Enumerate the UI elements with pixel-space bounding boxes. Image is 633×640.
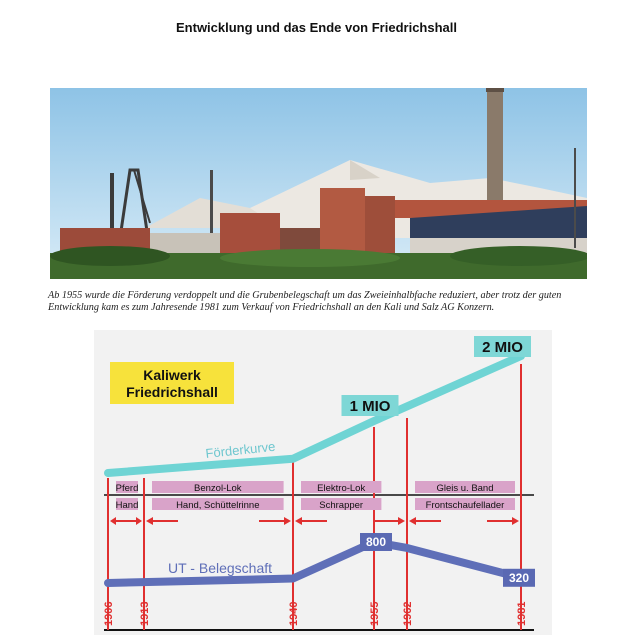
year-tick-label: 1962 [402,601,414,626]
year-tick-label: 1955 [369,601,381,626]
phase-label-lower: Hand, Schüttelrinne [176,500,260,511]
phase-label-lower: Schrapper [319,500,364,511]
phase-label-upper: Benzol-Lok [194,483,242,494]
phase-label-upper: Pferd [115,483,139,494]
photo-caption: Ab 1955 wurde die Förderung verdoppelt und die Grubenbelegschaft um das Zweieinhalbfache reduziert, aber trotz der guten Entwicklung kam es zum Jahresende 1981 zum Verkauf von Friedrichshall an den Kali und Salz AG Konzern. [48,290,562,313]
foerderkurve-value-label: 2 MIO [482,339,523,356]
chart-title-line-2: Friedrichshall [126,384,218,400]
production-chart [94,330,552,635]
phase-label-upper: Elektro-Lok [317,483,366,494]
mine-photo-illustration [50,88,587,279]
foerderkurve-value-label: 1 MIO [349,398,391,415]
chart-title-line-1: Kaliwerk [143,367,201,383]
year-tick-label: 1981 [516,601,528,626]
page-title: Entwicklung und das Ende von Friedrichshall [176,20,457,35]
year-tick-label: 1940 [288,601,300,626]
mine-photo [50,88,587,279]
year-tick-label: 1913 [139,601,151,626]
phase-label-lower: Hand [115,500,139,511]
chart-container [94,330,552,635]
year-tick-label: 1906 [103,601,115,626]
belegschaft-value-label: 800 [365,535,387,549]
phase-label-lower: Frontschaufellader [425,500,505,511]
belegschaft-series-label: UT - Belegschaft [168,560,273,576]
belegschaft-value-label: 320 [508,570,530,585]
foerderkurve-series-label: Förderkurve [204,438,277,461]
phase-label-upper: Gleis u. Band [436,483,494,494]
